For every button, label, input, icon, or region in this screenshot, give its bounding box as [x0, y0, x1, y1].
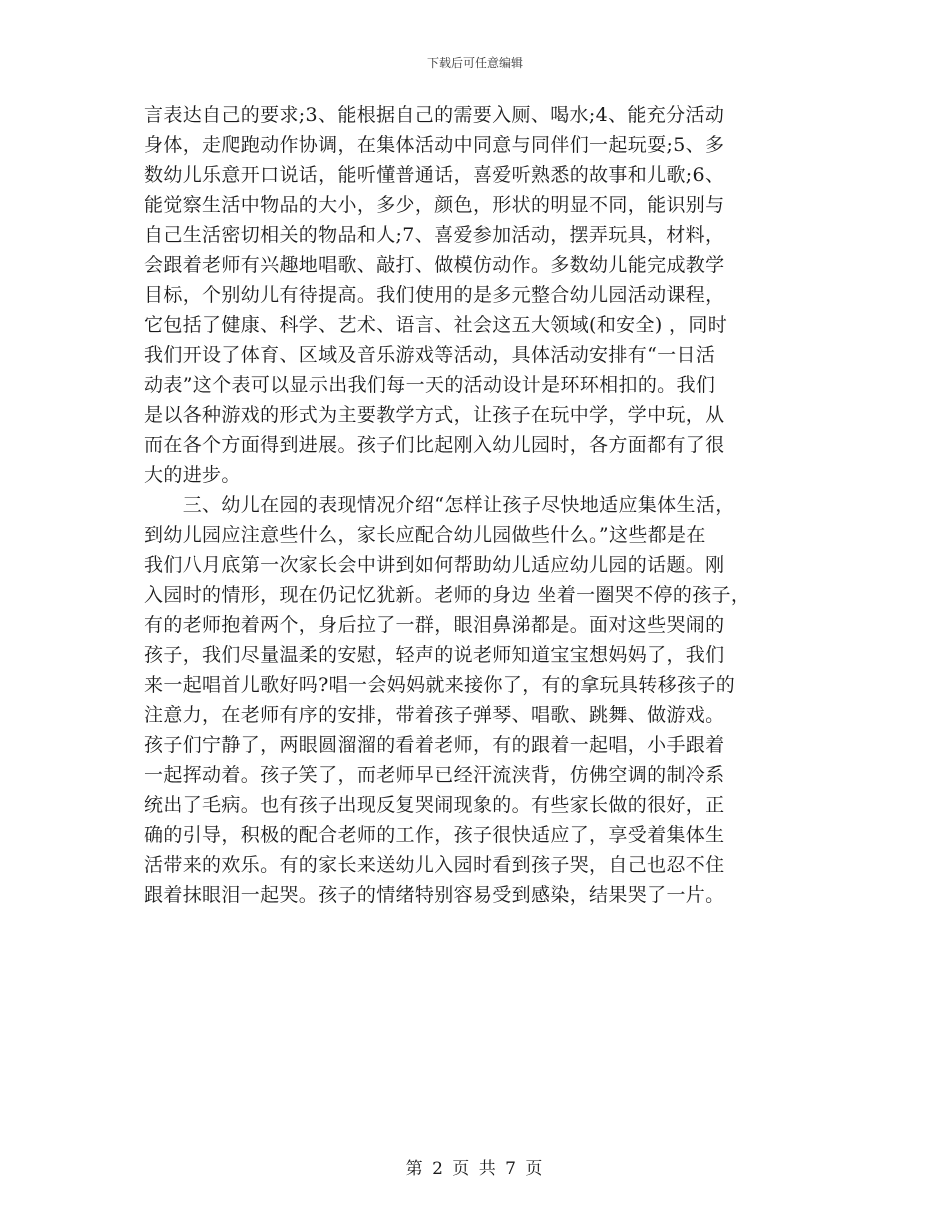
text-line: 能觉察生活中物品的大小，多少，颜色，形状的明显不同，能识别与 — [144, 194, 725, 216]
text-line: 注意力，在老师有序的安排，带着孩子弹琴、唱歌、跳舞、做游戏。 — [144, 704, 725, 726]
text-line: 跟着抹眼泪一起哭。孩子的情绪特别容易受到感染，结果哭了一片。 — [144, 884, 725, 906]
text-line: 是以各种游戏的形式为主要教学方式，让孩子在玩中学，学中玩，从 — [144, 404, 725, 426]
text-line: 动表”这个表可以显示出我们每一天的活动设计是环环相扣的。我们 — [144, 374, 716, 396]
text-line: 统出了毛病。也有孩子出现反复哭闹现象的。有些家长做的很好，正 — [144, 794, 725, 816]
text-line: 孩子，我们尽量温柔的安慰，轻声的说老师知道宝宝想妈妈了，我们 — [144, 644, 725, 666]
text-line: 确的引导，积极的配合老师的工作，孩子很快适应了，享受着集体生 — [144, 824, 725, 846]
document-body — [144, 100, 794, 910]
text-line: 自己生活密切相关的物品和人;7、喜爱参加活动，摆弄玩具，材料， — [144, 224, 725, 246]
text-line: 数幼儿乐意开口说话，能听懂普通话，喜爱听熟悉的故事和儿歌;6、 — [144, 164, 725, 186]
text-line: 而在各个方面得到进展。孩子们比起刚入幼儿园时，各方面都有了很 — [144, 434, 725, 456]
text-line: 会跟着老师有兴趣地唱歌、敲打、做模仿动作。多数幼儿能完成教学 — [144, 254, 725, 276]
text-line: 来一起唱首儿歌好吗?唱一会妈妈就来接你了，有的拿玩具转移孩子的 — [144, 674, 736, 696]
text-line: 言表达自己的要求;3、能根据自己的需要入厕、喝水;4、能充分活动 — [144, 104, 725, 126]
page-footer: 第 2 页 共 7 页 — [405, 1159, 545, 1179]
text-line: 有的老师抱着两个，身后拉了一群，眼泪鼻涕都是。面对这些哭闹的 — [144, 614, 725, 636]
text-line: 孩子们宁静了，两眼圆溜溜的看着老师，有的跟着一起唱，小手跟着 — [144, 734, 725, 756]
text-line: 我们八月底第一次家长会中讲到如何帮助幼儿适应幼儿园的话题。刚 — [144, 554, 725, 576]
text-line: 入园时的情形，现在仍记忆犹新。老师的身边 坐着一圈哭不停的孩子， — [144, 584, 751, 606]
page-header: 下载后可任意编辑 — [426, 56, 523, 70]
paragraph — [144, 490, 794, 910]
text-line: 它包括了健康、科学、艺术、语言、社会这五大领域(和安全) ，同时 — [144, 314, 728, 336]
text-line: 活带来的欢乐。有的家长来送幼儿入园时看到孩子哭，自己也忍不住 — [144, 854, 725, 876]
text-line: 目标，个别幼儿有待提高。我们使用的是多元整合幼儿园活动课程， — [144, 284, 725, 306]
text-line: 身体，走爬跑动作协调，在集体活动中同意与同伴们一起玩耍;5、多 — [144, 134, 725, 156]
text-line: 三、幼儿在园的表现情况介绍“怎样让孩子尽快地适应集体生活， — [144, 494, 735, 516]
text-line: 大的进步。 — [144, 464, 241, 486]
text-line: 我们开设了体育、区域及音乐游戏等活动，具体活动安排有“一日活 — [144, 344, 716, 366]
text-line: 到幼儿园应注意些什么，家长应配合幼儿园做些什么。”这些都是在 — [144, 524, 706, 546]
text-line: 一起挥动着。孩子笑了，而老师早已经汗流浃背，仿佛空调的制冷系 — [144, 764, 725, 786]
paragraph — [144, 100, 794, 490]
